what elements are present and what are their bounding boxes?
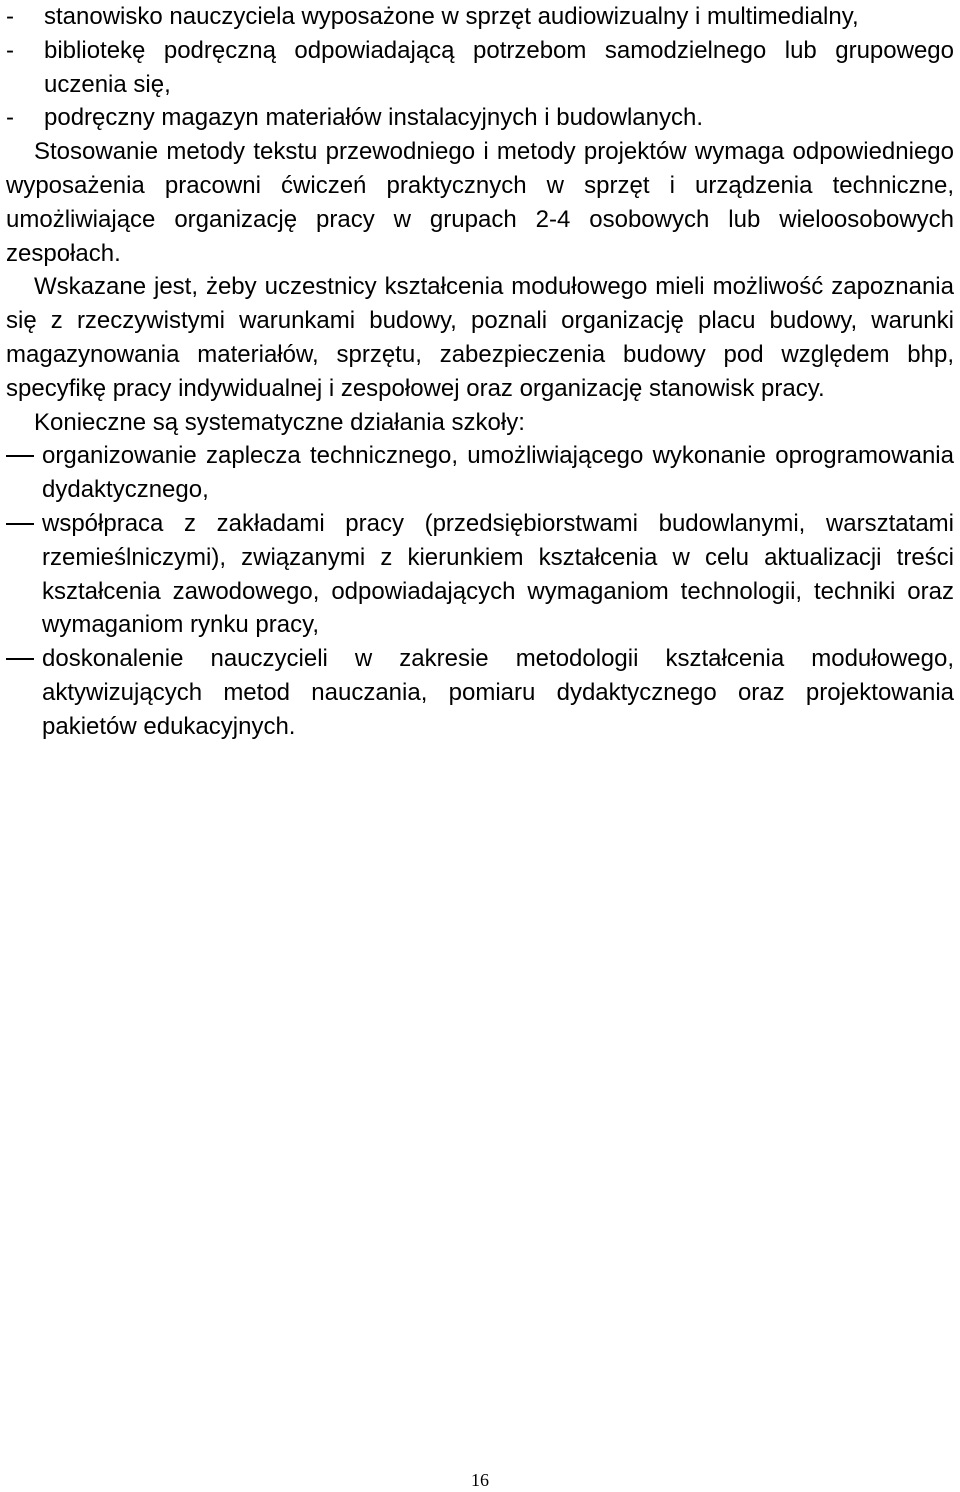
list-item xyxy=(6,642,954,743)
dash-marker-icon xyxy=(6,439,42,473)
list-item xyxy=(6,101,954,135)
list-marker: - xyxy=(6,36,14,64)
list-item-text: organizowanie zaplecza technicznego, umożliwiającego wykonanie oprogramowania dydaktycznego, xyxy=(42,442,954,504)
list-item xyxy=(6,34,954,102)
list-marker: - xyxy=(6,3,14,30)
document-body xyxy=(6,0,954,744)
paragraph-site-visits: Wskazane jest, żeby uczestnicy kształcenia modułowego mieli możliwość zapoznania się z rzeczywistymi warunkami budowy, poznali organizację placu budowy, warunki magazynowania materiałów, sprzętu, zabezpieczenia budowy pod względem bhp, specyfikę pracy indywidualnej i zespołowej oraz organizację stanowisk pracy. xyxy=(6,273,954,402)
list-item xyxy=(6,507,954,642)
paragraph-school-actions-intro: Konieczne są systematyczne działania szkoły: xyxy=(34,408,525,436)
page-number: 16 xyxy=(471,1470,489,1490)
paragraph-equipment: Stosowanie metody tekstu przewodniego i metody projektów wymaga odpowiedniego wyposażenia pracowni ćwiczeń praktycznych w sprzęt i urządzenia techniczne, umożliwiające organizację pracy w grupach 2-4 osobowych lub wieloosobowych zespołach. xyxy=(6,138,954,267)
dash-marker-icon xyxy=(6,507,42,541)
list-item-text: współpraca z zakładami pracy (przedsiębiorstwami budowlanymi, warsztatami rzemieślniczymi), związanymi z kierunkiem kształcenia w celu aktualizacji treści kształcenia zawodowego, odpowiadających wymaganiom technologii, techniki oraz wymaganiom rynku pracy, xyxy=(42,509,954,639)
list-marker: - xyxy=(6,104,14,132)
list-item-text: podręczny magazyn materiałów instalacyjnych i budowlanych. xyxy=(44,104,703,132)
dash-marker-icon xyxy=(6,642,42,676)
list-item-text: doskonalenie nauczycieli w zakresie metodologii kształcenia modułowego, aktywizujących metod nauczania, pomiaru dydaktycznego oraz projektowania pakietów edukacyjnych. xyxy=(42,645,954,740)
list-item xyxy=(6,439,954,507)
list-item-text: stanowisko nauczyciela wyposażone w sprzęt audiowizualny i multimedialny, xyxy=(44,3,859,30)
list-item-text: bibliotekę podręczną odpowiadającą potrzebom samodzielnego lub grupowego uczenia się, xyxy=(44,36,954,98)
list-item xyxy=(6,0,954,34)
